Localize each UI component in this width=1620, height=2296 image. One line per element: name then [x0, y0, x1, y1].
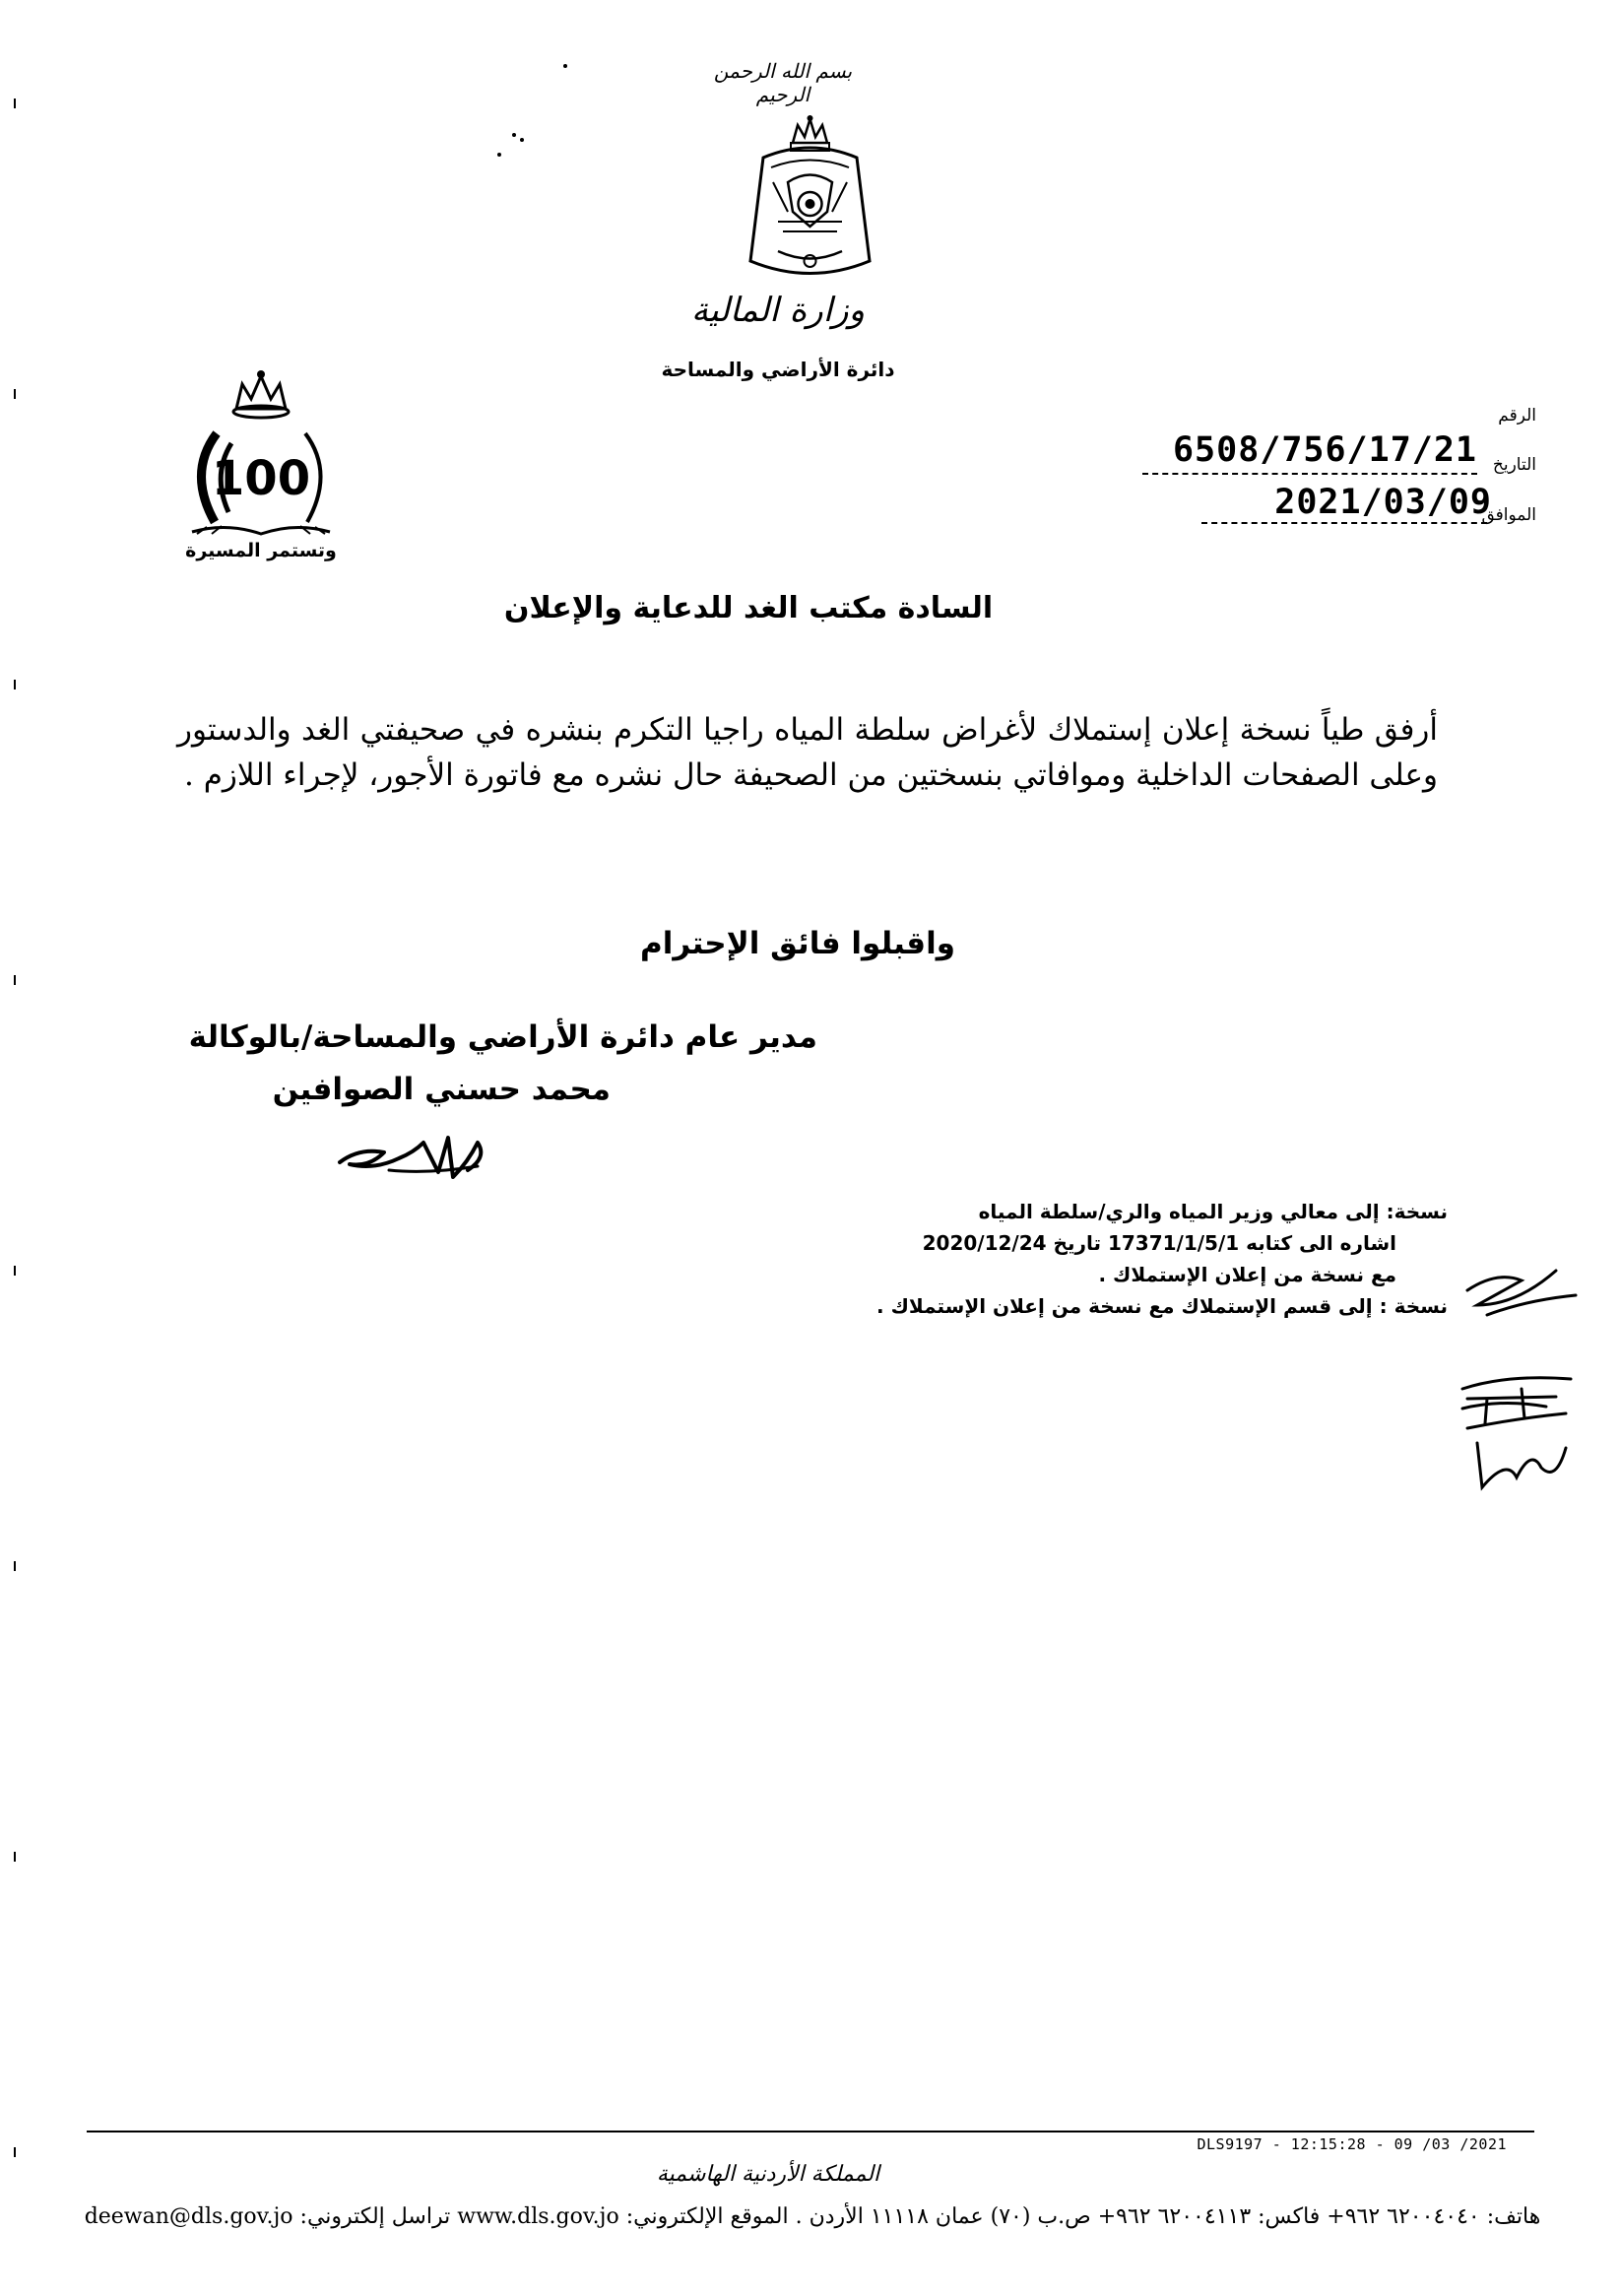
addressee: السادة مكتب الغد للدعاية والإعلان	[503, 591, 994, 625]
copy-line-4: نسخة : إلى قسم الإستملاك مع نسخة من إعلان الإستملاك .	[876, 1294, 1448, 1318]
footer-contact-info: هاتف: ٦٢٠٠٤٠٤٠ ٩٦٢+ فاكس: ٦٢٠٠٤١١٣ ٩٦٢+ ص.ب (٧٠) عمان ١١١١٨ الأردن . الموقع الإلكتروني: www.dls.gov.jo تراسل إلكتروني: deewan@dls.gov.jo	[84, 2204, 1541, 2229]
handwritten-initials	[1448, 1251, 1595, 1497]
scan-speck	[512, 133, 516, 137]
handwritten-signature	[330, 1123, 507, 1192]
margin-mark	[14, 98, 16, 108]
margin-mark	[14, 1266, 16, 1276]
corresponding-date-label: الموافق	[1481, 505, 1536, 525]
margin-mark	[14, 389, 16, 399]
document-stamp: DLS9197 - 12:15:28 - 09 /03 /2021	[1197, 2135, 1507, 2153]
logo-slogan: وتستمر المسيرة	[185, 540, 337, 561]
date-label: التاريخ	[1492, 455, 1536, 475]
copy-line-2: اشاره الى كتابه 17371/1/5/1 تاريخ 2020/12/24	[922, 1231, 1396, 1255]
signatory-name: محمد حسني الصوافين	[272, 1072, 611, 1107]
department-name: دائرة الأراضي والمساحة	[661, 358, 895, 381]
copy-line-1: نسخة: إلى معالي وزير المياه والري/سلطة المياه	[978, 1200, 1448, 1223]
scan-speck	[563, 64, 567, 68]
footer-divider	[87, 2131, 1534, 2132]
footer-country: المملكة الأردنية الهاشمية	[656, 2162, 880, 2187]
scan-speck	[520, 138, 524, 142]
coat-of-arms-emblem	[744, 113, 876, 286]
reference-number-label: الرقم	[1498, 406, 1536, 426]
date-value: 2021/03/09	[1274, 483, 1492, 522]
letter-body: أرفق طياً نسخة إعلان إستملاك لأغراض سلطة المياه راجيا التكرم بنشره في صحيفتي الغد والدستور وعلى الصفحات الداخلية وموافاتي بنسختين من الصحيفة حال نشره مع فاتورة الأجور، لإجراء اللازم .	[177, 712, 1438, 793]
margin-mark	[14, 2147, 16, 2157]
ministry-name: وزارة المالية	[691, 291, 865, 330]
margin-mark	[14, 1561, 16, 1571]
logo-number: 100	[211, 451, 311, 506]
reference-number-value: 6508/756/17/21	[1172, 430, 1477, 470]
closing-salutation: واقبلوا فائق الإحترام	[639, 926, 955, 961]
scan-speck	[497, 153, 501, 157]
copy-line-3: مع نسخة من إعلان الإستملاك .	[1098, 1263, 1396, 1286]
reference-underline	[1142, 473, 1477, 475]
basmala: بسم الله الرحمن الرحيم	[713, 59, 853, 106]
margin-mark	[14, 1852, 16, 1862]
margin-mark	[14, 680, 16, 689]
margin-mark	[14, 975, 16, 985]
signatory-title: مدير عام دائرة الأراضي والمساحة/بالوكالة	[188, 1019, 817, 1055]
date-underline	[1201, 522, 1487, 524]
